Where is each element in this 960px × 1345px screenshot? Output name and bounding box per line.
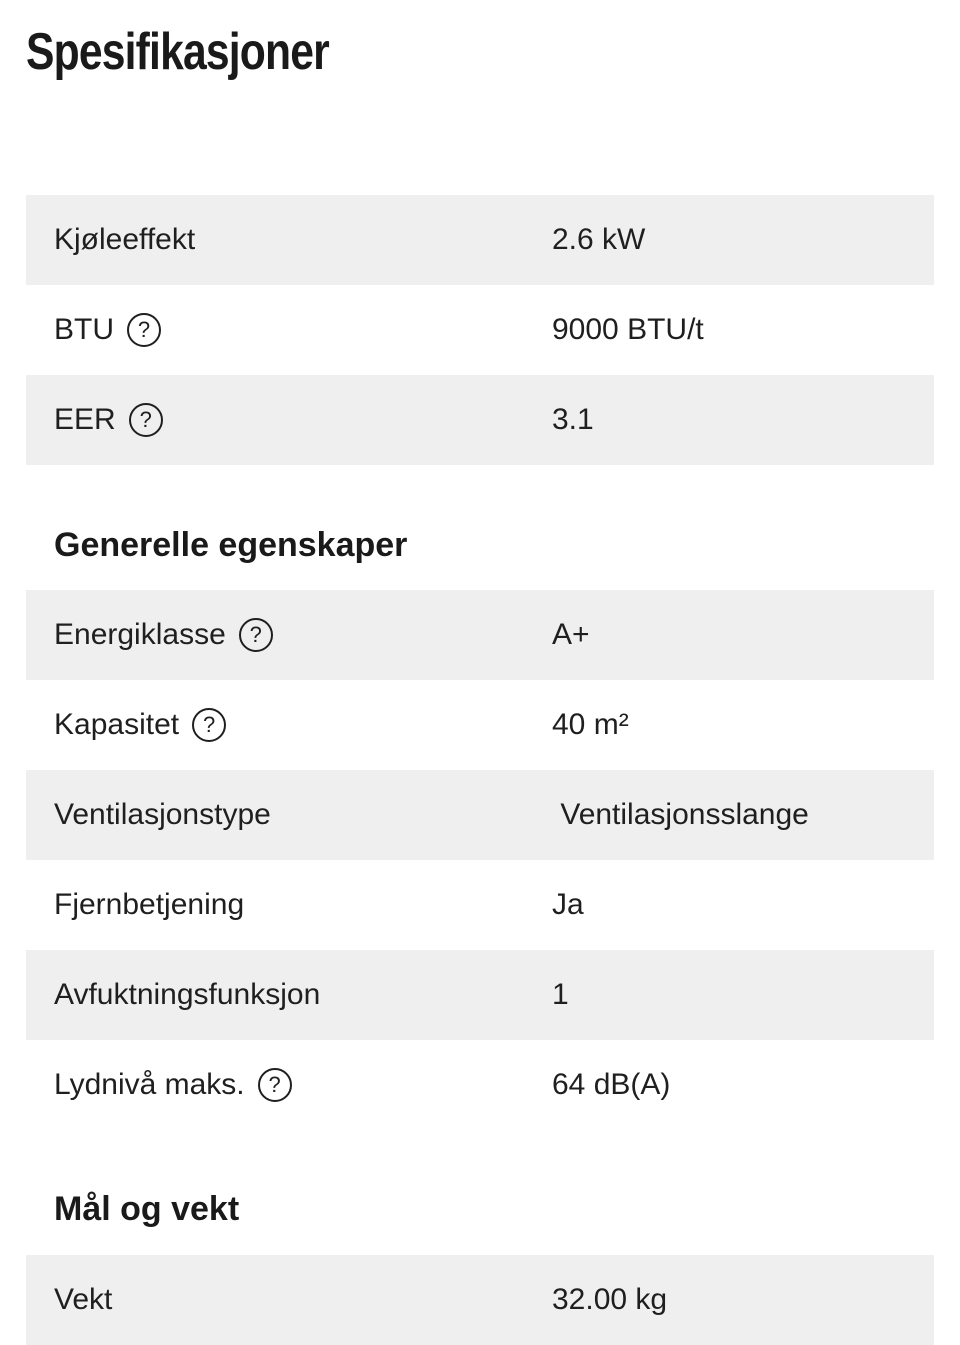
spec-label [26,888,552,922]
spec-label-text: BTU [54,313,114,346]
spec-label-text: Lydnivå maks. [54,1068,245,1101]
section-title-general: Generelle egenskaper [54,526,408,564]
spec-label-text: Vekt [54,1283,113,1316]
spec-table-dimensions [26,1255,934,1345]
spec-row-btu [26,285,934,375]
spec-value: 1 [552,978,569,1011]
spec-label [26,708,552,742]
spec-label [26,1283,552,1317]
help-icon[interactable]: ? [127,313,161,347]
spec-label [26,618,552,652]
spec-row-capacity [26,680,934,770]
spec-value: Ja [552,888,584,921]
spec-value: 9000 BTU/t [552,313,704,346]
spec-row-energy-class [26,590,934,680]
spec-row-weight [26,1255,934,1345]
spec-row-remote-control [26,860,934,950]
spec-row-dehumidify [26,950,934,1040]
spec-value: A+ [552,618,590,651]
spec-table-performance [26,195,934,465]
spec-label-text: EER [54,403,116,436]
spec-value: 3.1 [552,403,594,436]
help-icon[interactable]: ? [258,1068,292,1102]
spec-label [26,313,552,347]
spec-row-cooling-power [26,195,934,285]
spec-label [26,798,552,832]
help-icon[interactable]: ? [129,403,163,437]
spec-label-text: Energiklasse [54,618,226,651]
spec-row-noise-level [26,1040,934,1130]
spec-label [26,1068,552,1102]
spec-value: Ventilasjonsslange [552,798,809,831]
spec-value: 64 dB(A) [552,1068,671,1101]
spec-value: 2.6 kW [552,223,646,256]
spec-row-ventilation-type [26,770,934,860]
spec-value: 32.00 kg [552,1283,668,1316]
spec-label-text: Avfuktningsfunksjon [54,978,321,1011]
page-title: Spesifikasjoner [26,23,329,81]
help-icon[interactable]: ? [239,618,273,652]
section-title-dimensions: Mål og vekt [54,1190,240,1228]
spec-label-text: Kjøleeffekt [54,223,196,256]
help-icon[interactable]: ? [192,708,226,742]
spec-value: 40 m² [552,708,629,741]
spec-label-text: Ventilasjonstype [54,798,271,831]
spec-label [26,403,552,437]
spec-row-eer [26,375,934,465]
spec-label-text: Kapasitet [54,708,180,741]
spec-table-general [26,590,934,1130]
spec-label [26,978,552,1012]
spec-label [26,223,552,257]
spec-label-text: Fjernbetjening [54,888,245,921]
